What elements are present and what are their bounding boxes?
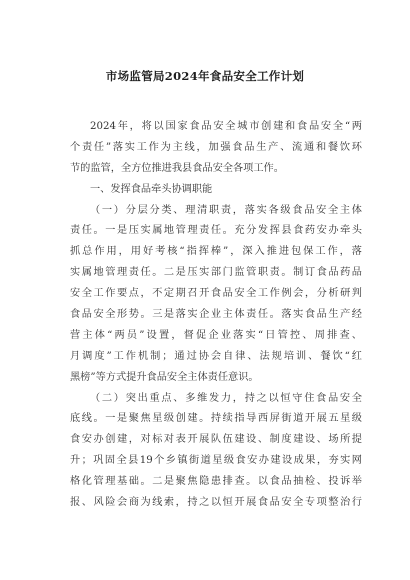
text-line: 抓总作用，用好考核“指挥棒”，深入推进包保工作，落 — [70, 246, 362, 258]
text-line: 升；巩固全县19个乡镇街道星级食安办建设成果，夯实网 — [70, 455, 362, 467]
text-line: 个责任”落实工作为主线，加强食品生产、流通和餐饮环 — [70, 141, 362, 153]
text-line: 报、风险会商为线索，持之以恒开展食品安全专项整治行 — [70, 497, 362, 509]
text-line: 黑榜”等方式提升食品安全主体责任意识。 — [70, 371, 259, 383]
section-heading: 一、发挥食品牵头协调职能 — [90, 183, 213, 195]
text-line: 月调度”工作机制；通过协会自律、法规培训、餐饮“红 — [70, 350, 362, 362]
text-line: 食安办创建，对标对表开展队伍建设、制度建设、场所提 — [70, 434, 362, 446]
document-title: 市场监管局2024年食品安全工作计划 — [105, 69, 305, 83]
text-line: 实属地管理责任。二是压实部门监管职责。制订食品药品 — [70, 267, 362, 279]
text-line: 2024年，将以国家食品安全城市创建和食品安全“两 — [90, 121, 362, 132]
text-line: 格化管理基础。二是聚焦隐患排查。以食品抽检、投诉举 — [70, 476, 362, 488]
text-line: 节的监管，全方位推进我县食品安全各项工作。 — [70, 162, 284, 174]
text-line: 责任。一是压实属地管理责任。充分发挥县食药安办牵头 — [70, 225, 362, 237]
text-line: 安全工作要点，不定期召开食品安全工作例会，分析研判 — [70, 288, 362, 300]
text-line: 营主体“两员”设置，督促企业落实“日管控、周排查、 — [70, 329, 362, 341]
text-line: 底线。一是聚焦星级创建。持续指导西屏街道开展五星级 — [70, 413, 362, 425]
text-line: 食品安全形势。三是落实企业主体责任。落实食品生产经 — [70, 309, 362, 321]
text-line: （一）分层分类、理清职责，落实各级食品安全主体 — [90, 204, 362, 216]
text-line: （二）突出重点、多维发力，持之以恒守住食品安全 — [90, 392, 362, 404]
document-body — [70, 117, 362, 514]
